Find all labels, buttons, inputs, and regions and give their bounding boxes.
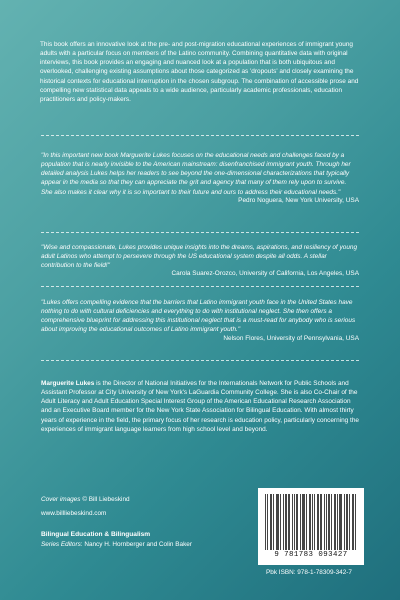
barcode-bar [276, 494, 277, 550]
barcode-bar [283, 494, 284, 550]
series-editors-names: : Nancy H. Hornberger and Colin Baker [80, 541, 192, 548]
barcode-bar [285, 494, 286, 550]
barcode-bar [331, 494, 332, 550]
endorsement-source: Nelson Flores, University of Pennsylvania, USA [223, 334, 359, 342]
barcode-bar [324, 494, 325, 550]
barcode-number: 9 781783 093427 [274, 551, 348, 559]
quote-divider [41, 232, 359, 233]
barcode-bar [265, 494, 266, 550]
barcode-bar [328, 494, 329, 550]
author-bio-text: is the Director of National Initiatives for the Internationals Network for Public Schools and Assistant Professor at City University of New York's LaGuardia Community College. She is also Co-Chair of the Adult Literacy and Adult Education Special Interest Group of the American Educational Research Association and an Executive Board member for the New York State Association for Bilingual Education. With almost thirty years of experience in the field, the primary focus of her research is education policy, particularly concerning the experiences of immigrant language learners from high school level and beyond. [41, 380, 359, 433]
barcode-bar [303, 494, 304, 550]
endorsement-3 [41, 298, 359, 343]
barcode-bar [296, 494, 297, 550]
barcode-bar [334, 494, 335, 550]
barcode-bar [292, 494, 293, 550]
cover-credit-name: Bill Liebeskind [86, 496, 130, 503]
barcode-bars [265, 494, 357, 550]
barcode-bar [300, 494, 301, 550]
barcode-bar [344, 494, 345, 550]
barcode-bar [352, 494, 353, 550]
barcode-bar [286, 494, 287, 550]
barcode-bar [314, 494, 315, 550]
endorsement-text: "In this important new book Marguerite Lukes focuses on the educational needs and challenges faced by a population that is nearly invisible to the American mainstream: disenfranchised immigrant youth. Through her detailed analysis Lukes helps her readers to see beyond the one-dimensional characterizations that typically appear in the media so that they can appreciate the grit and agency that many of them rely upon to survive. She also makes it clear why it is so important to their future and ours to address their educational needs." [41, 152, 351, 196]
barcode-bar [302, 494, 303, 550]
barcode-bar [347, 494, 348, 550]
barcode-bar [353, 494, 354, 550]
series-title: Bilingual Education & Bilingualism [41, 531, 151, 538]
barcode-bar [267, 494, 268, 550]
barcode-bar [321, 494, 322, 550]
barcode-bar [335, 494, 336, 550]
endorsement-source: Carola Suarez-Orozco, University of California, Los Angeles, USA [171, 270, 359, 278]
barcode-bar [339, 494, 340, 550]
author-bio [41, 379, 359, 434]
series-editors [41, 541, 192, 548]
cover-credit-label: Cover images [41, 496, 83, 503]
barcode-bar [280, 494, 281, 550]
copyright-symbol: © [82, 496, 87, 503]
barcode-bar [355, 494, 356, 550]
barcode-bar [297, 494, 298, 550]
barcode-bar [337, 494, 338, 550]
barcode-bar [341, 494, 342, 550]
barcode-bar [289, 494, 290, 550]
barcode-bar [346, 494, 347, 550]
barcode-bar [320, 494, 321, 550]
cover-credit-website: www.billliebeskind.com [41, 510, 107, 517]
endorsement-text: "Lukes offers compelling evidence that the barriers that Latino immigrant youth face in the United States have nothing to do with cultural deficiencies and everything to do with institutional neglect. She then offers a comprehensive blueprint for addressing this institutional neglect that is a must-read for anybody who is serious about improving the educational outcomes of Latino immigrant youth." [41, 299, 356, 334]
endorsement-1 [41, 151, 359, 205]
cover-image-credit [41, 496, 130, 504]
endorsement-2 [41, 243, 359, 279]
barcode-bar [329, 494, 330, 550]
endorsement-source: Pedro Noguera, New York University, USA [238, 196, 359, 204]
book-blurb: This book offers an innovative look at the pre- and post-migration educational experiences of immigrant young adults with a particular focus on members of the Latino community. Combining quantitative data with original interviews, this book provides an engaging and nuanced look at a population that is both ubiquitous and overlooked, challenging existing assumptions about those categorized as 'dropouts' and closely examining the historical contexts for educational interruption in the chosen subgroup. The combination of accessible prose and compelling new statistical data appeals to a wide audience, particularly academic professionals, education practitioners and policy-makers. [40, 41, 359, 103]
barcode-bar [304, 494, 305, 550]
author-name: Marguerite Lukes [41, 380, 95, 387]
quote-divider [41, 286, 359, 287]
series-editors-label: Series Editors [41, 541, 81, 548]
barcode-bar [277, 494, 278, 550]
barcode-bar [318, 494, 319, 550]
barcode-bar [273, 494, 274, 550]
barcode-bar [270, 494, 271, 550]
barcode-bar [309, 494, 310, 550]
barcode-bar [310, 494, 311, 550]
barcode-bar [340, 494, 341, 550]
barcode-bar [294, 494, 295, 550]
barcode-bar [326, 494, 327, 550]
barcode-bar [278, 494, 279, 550]
barcode-bar [312, 494, 313, 550]
barcode-bar [271, 494, 272, 550]
barcode-bar [349, 494, 350, 550]
quote-divider [41, 135, 359, 136]
barcode-bar [306, 494, 307, 550]
barcode-bar [317, 494, 318, 550]
endorsement-text: "Wise and compassionate, Lukes provides unique insights into the dreams, aspirations, and resiliency of young adult Latinos who attempt to persevere through the US educational system despite all odds. A stellar contribution to the field!" [41, 244, 358, 270]
quote-divider [41, 360, 359, 361]
paperback-isbn: Pbk ISBN: 978-1-78309-342-7 [266, 569, 352, 576]
isbn-barcode [258, 488, 364, 565]
barcode-bar [288, 494, 289, 550]
